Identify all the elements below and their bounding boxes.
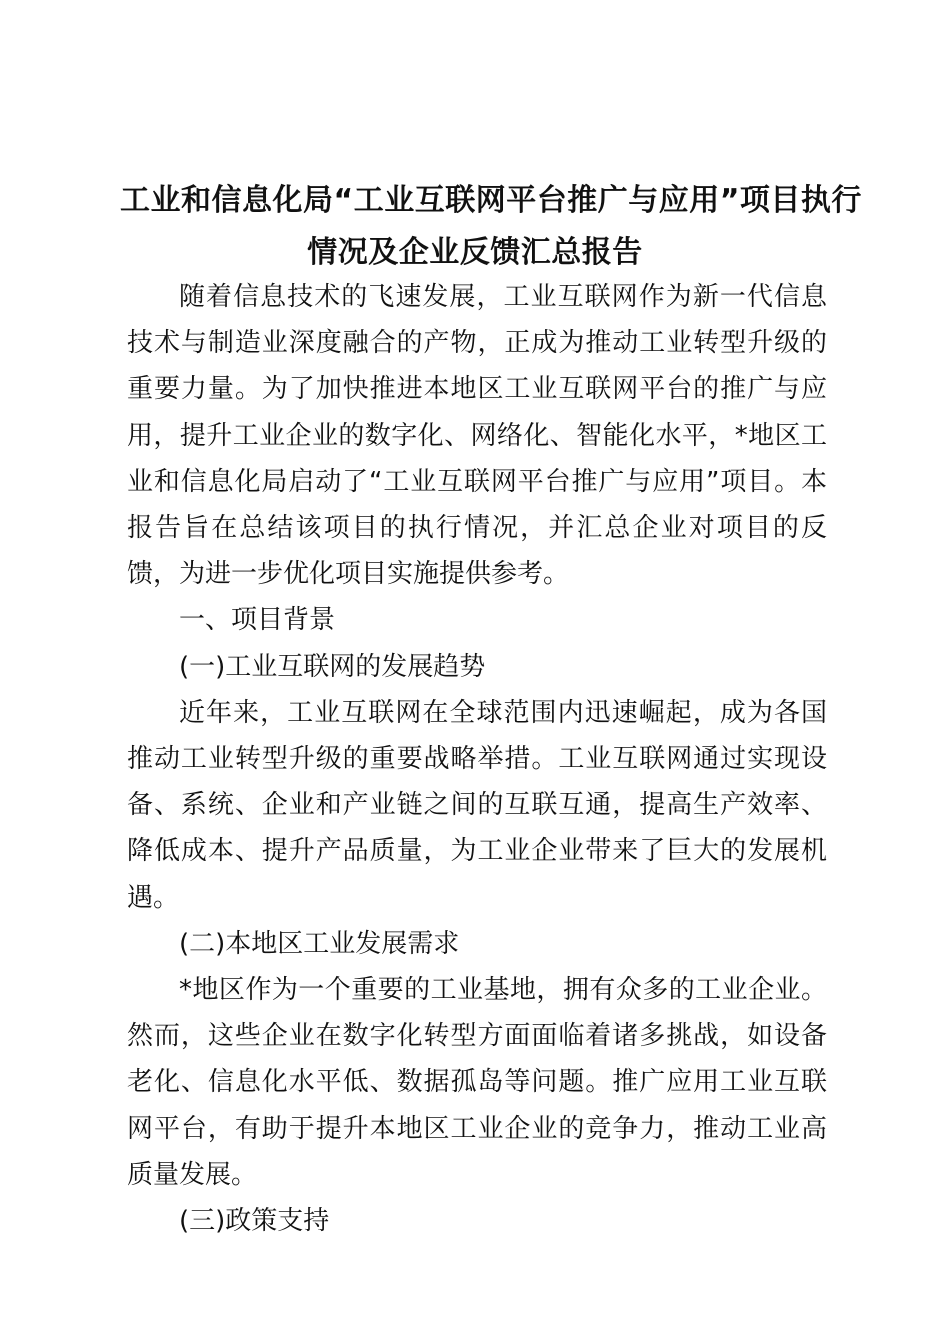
trend-paragraph: 近年来，工业互联网在全球范围内迅速崛起，成为各国推动工业转型升级的重要战略举措。工业互联网通过实现设备、系统、企业和产业链之间的互联互通，提高生产效率、降低成本、提升产品质量，为工业企业带来了巨大的发展机遇。 [127,697,827,913]
title-line-1: 工业和信息化局“工业互联网平台推广与应用”项目执行 [120,183,862,218]
subsection-heading-local-needs: (二)本地区工业发展需求 [179,928,460,959]
document-body [127,274,827,1244]
intro-paragraph: 随着信息技术的飞速发展，工业互联网作为新一代信息技术与制造业深度融合的产物，正成为推动工业转型升级的重要力量。为了加快推进本地区工业互联网平台的推广与应用，提升工业企业的数字化、网络化、智能化水平，*地区工业和信息化局启动了“工业互联网平台推广与应用”项目。本报告旨在总结该项目的执行情况，并汇总企业对项目的反馈，为进一步优化项目实施提供参考。 [127,282,827,590]
section-heading-background: 一、项目背景 [179,605,336,636]
document-title [120,175,862,279]
subsection-heading-policy: (三)政策支持 [179,1206,330,1237]
subsection-heading-trend: (一)工业互联网的发展趋势 [179,651,486,682]
local-needs-paragraph: *地区作为一个重要的工业基地，拥有众多的工业企业。然而，这些企业在数字化转型方面面临着诸多挑战，如设备老化、信息化水平低、数据孤岛等问题。推广应用工业互联网平台，有助于提升本地区工业企业的竞争力，推动工业高质量发展。 [127,975,827,1190]
title-line-2: 情况及企业反馈汇总报告 [307,235,643,270]
